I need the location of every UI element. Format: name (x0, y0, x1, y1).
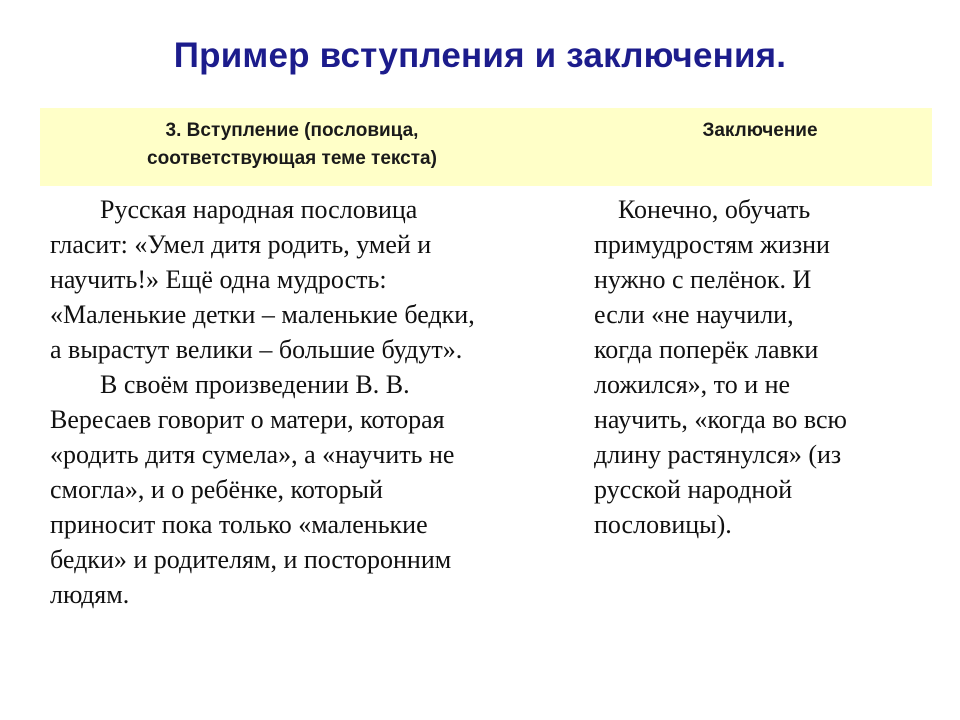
text-line: научить!» Ещё одна мудрость: (50, 265, 387, 294)
column-header-line: соответствующая теме текста) (147, 148, 437, 169)
introduction-cell (50, 192, 580, 612)
column-header-introduction (72, 117, 512, 173)
text-line: приносит пока только «маленькие (50, 510, 428, 539)
text-line: гласит: «Умел дитя родить, умей и (50, 230, 432, 259)
text-line: «родить дитя сумела», а «научить не (50, 440, 455, 469)
page-title: Пример вступления и заключения. (173, 36, 787, 75)
text-line: Вересаев говорит о матери, которая (50, 405, 445, 434)
text-line: бедки» и родителям, и посторонним (50, 545, 452, 574)
column-header-line: 3. Вступление (пословица, (165, 120, 419, 141)
column-header-line: Заключение (702, 120, 818, 141)
text-line: смогла», и о ребёнке, который (50, 475, 383, 504)
text-line: Русская народная пословица (100, 195, 418, 224)
conclusion-cell (594, 192, 924, 542)
column-header-conclusion (560, 117, 960, 145)
text-line: русской народной (594, 475, 793, 504)
text-line: «Маленькие детки – маленькие бедки, (50, 300, 475, 329)
text-line: а вырастут велики – большие будут». (50, 335, 463, 364)
text-line: нужно с пелёнок. И (594, 265, 812, 294)
text-line: пословицы). (594, 510, 732, 539)
text-line: людям. (50, 580, 130, 609)
text-line: Конечно, обучать (618, 195, 811, 224)
text-line: В своём произведении В. В. (100, 370, 410, 399)
text-line: примудростям жизни (594, 230, 830, 259)
text-line: если «не научили, (594, 300, 794, 329)
text-line: научить, «когда во всю (594, 405, 847, 434)
text-line: длину растянулся» (из (594, 440, 842, 469)
text-line: ложился», то и не (594, 370, 791, 399)
text-line: когда поперёк лавки (594, 335, 819, 364)
